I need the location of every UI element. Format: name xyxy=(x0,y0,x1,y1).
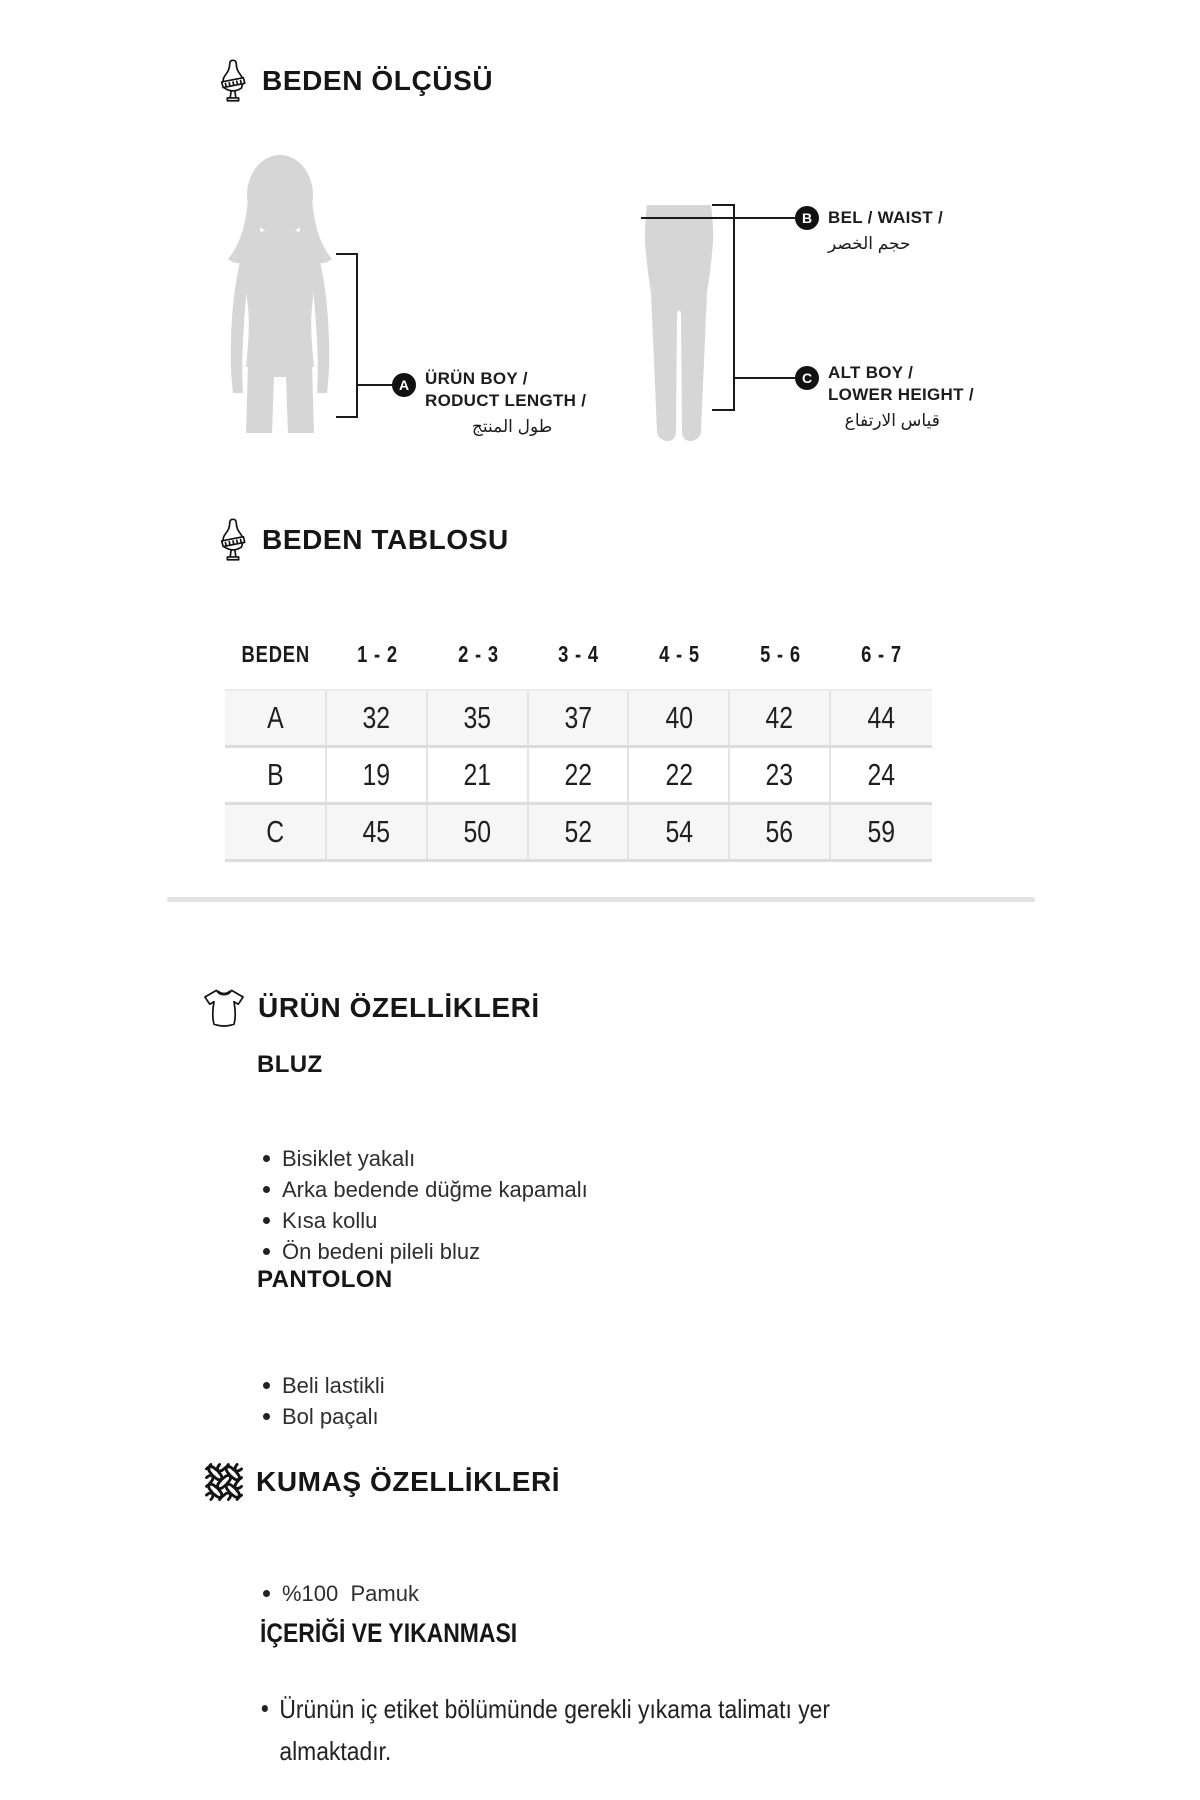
size-table-header xyxy=(217,517,509,563)
measure-c-line1: ALT BOY / xyxy=(828,363,914,382)
feature-item: Kısa kollu xyxy=(262,1209,588,1233)
value-cell: 23 xyxy=(730,748,831,802)
table-row xyxy=(225,691,932,748)
value-cell: 21 xyxy=(428,748,529,802)
fabric-item: %100 Pamuk xyxy=(262,1582,419,1606)
value-cell: 45 xyxy=(327,805,428,859)
measure-b-badge xyxy=(795,206,819,230)
fabric-list xyxy=(262,1530,419,1613)
measure-b-arabic: حجم الخصر xyxy=(828,234,911,253)
value-cell: 35 xyxy=(428,691,529,745)
fabric-header xyxy=(205,1463,560,1501)
tshirt-icon xyxy=(203,988,245,1028)
value-cell: 22 xyxy=(529,748,630,802)
measure-c-line2: LOWER HEIGHT / xyxy=(828,385,974,404)
care-item: Ürünün iç etiket bölümünde gerekli yıkama talimatı yer almaktadır. xyxy=(260,1688,894,1772)
value-cell: 50 xyxy=(428,805,529,859)
product-features-header xyxy=(203,988,540,1028)
girl-silhouette xyxy=(210,155,350,440)
fabric-weave-icon xyxy=(205,1463,243,1501)
row-label-cell: C xyxy=(225,805,327,859)
size-guide-title: BEDEN ÖLÇÜSÜ xyxy=(262,65,494,96)
mannequin-measure-icon xyxy=(217,517,249,563)
header-cell: 6 - 7 xyxy=(860,640,902,667)
header-cell: 1 - 2 xyxy=(356,640,398,667)
value-cell: 42 xyxy=(730,691,831,745)
value-cell: 59 xyxy=(831,805,932,859)
size-table xyxy=(225,633,932,862)
measure-a-line xyxy=(356,384,394,386)
measure-c-label xyxy=(828,362,974,432)
value-cell: 54 xyxy=(629,805,730,859)
size-guide-header xyxy=(217,58,493,104)
measure-b-line1: BEL / WAIST / xyxy=(828,208,944,227)
size-table-title: BEDEN TABLOSU xyxy=(262,524,509,555)
value-cell: 24 xyxy=(831,748,932,802)
row-label-cell: A xyxy=(225,691,327,745)
feature-item: Bol paçalı xyxy=(262,1405,385,1429)
measure-a-label xyxy=(425,368,586,438)
measure-a-line2: RODUCT LENGTH / xyxy=(425,391,587,410)
header-cell: 5 - 6 xyxy=(760,640,801,667)
value-cell: 22 xyxy=(629,748,730,802)
measure-b-letter: B xyxy=(801,210,813,226)
bluz-feature-list xyxy=(262,1095,588,1271)
value-cell: 32 xyxy=(327,691,428,745)
group-heading-pantolon: PANTOLON xyxy=(257,1266,393,1293)
header-cell: 4 - 5 xyxy=(659,640,701,667)
table-row xyxy=(225,748,932,805)
header-cell: BEDEN xyxy=(241,640,311,667)
measure-c-arabic: قياس الارتفاع xyxy=(844,411,940,430)
mannequin-measure-icon xyxy=(217,58,249,104)
feature-item: Ön bedeni pileli bluz xyxy=(262,1240,588,1264)
measure-a-bracket xyxy=(336,253,358,418)
value-cell: 56 xyxy=(730,805,831,859)
measure-c-bracket xyxy=(712,204,735,411)
header-cell: 2 - 3 xyxy=(457,640,499,667)
row-label-cell: B xyxy=(225,748,327,802)
measure-a-letter: A xyxy=(398,377,410,393)
section-divider xyxy=(167,897,1035,902)
table-row xyxy=(225,805,932,862)
measure-c-line xyxy=(733,377,796,379)
pantolon-feature-list xyxy=(262,1322,385,1436)
care-title: İÇERİĞİ VE YIKANMASI xyxy=(260,1618,518,1648)
measure-c-letter: C xyxy=(801,370,813,386)
feature-item: Beli lastikli xyxy=(262,1374,385,1398)
measure-a-badge xyxy=(392,373,416,397)
measure-a-arabic: طول المنتج xyxy=(471,417,553,436)
measure-c-badge xyxy=(795,366,819,390)
value-cell: 37 xyxy=(529,691,630,745)
value-cell: 44 xyxy=(831,691,932,745)
measure-b-label xyxy=(828,207,955,255)
care-list xyxy=(260,1688,894,1772)
header-cell: 3 - 4 xyxy=(558,640,600,667)
value-cell: 19 xyxy=(327,748,428,802)
product-features-title: ÜRÜN ÖZELLİKLERİ xyxy=(258,992,540,1023)
group-heading-bluz: BLUZ xyxy=(257,1051,323,1078)
size-table-body xyxy=(225,689,932,862)
measure-a-line1: ÜRÜN BOY / xyxy=(425,369,528,388)
pants-silhouette xyxy=(637,205,721,446)
feature-item: Arka bedende düğme kapamalı xyxy=(262,1178,588,1202)
value-cell: 52 xyxy=(529,805,630,859)
value-cell: 40 xyxy=(629,691,730,745)
size-table-head-row xyxy=(225,633,932,675)
feature-item: Bisiklet yakalı xyxy=(262,1147,588,1171)
fabric-title: KUMAŞ ÖZELLİKLERİ xyxy=(256,1466,561,1497)
